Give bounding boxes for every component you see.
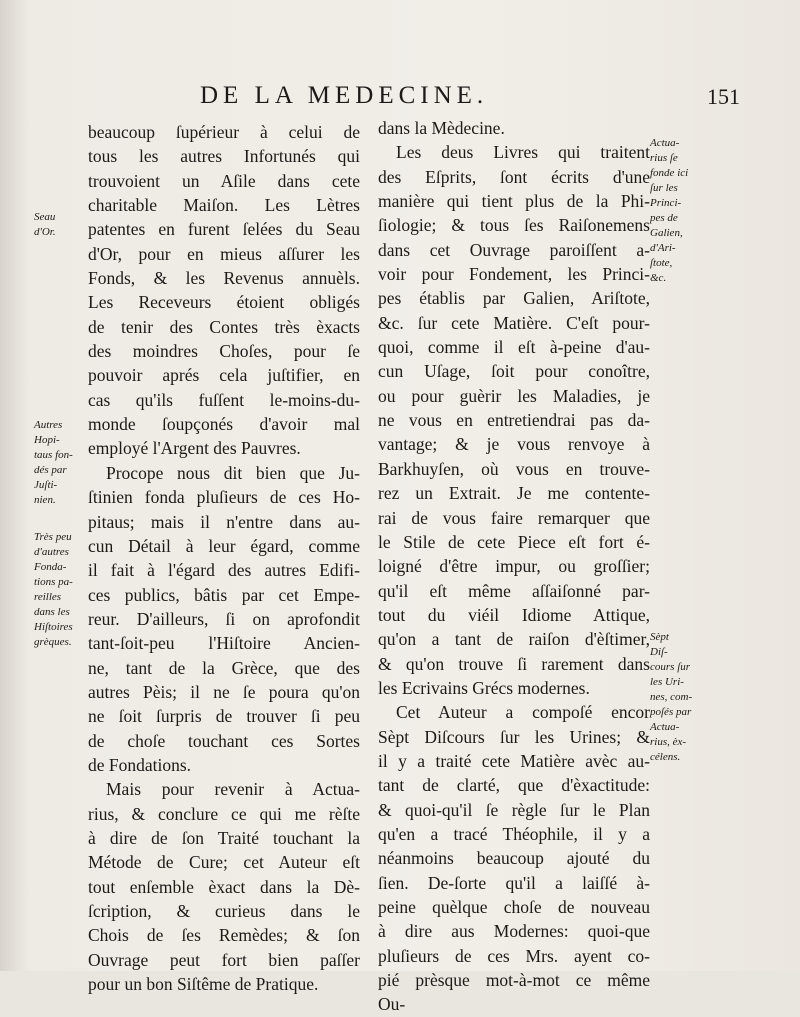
margin-note-seau-dor bbox=[34, 210, 88, 240]
margin-note-line: dans les bbox=[34, 606, 70, 618]
text-line: & qu'on trouve ſi rarement dans bbox=[378, 653, 650, 674]
text-line: pes établis par Galien, Ariſtote, bbox=[378, 288, 650, 309]
margin-note-line: ſur les bbox=[650, 182, 678, 194]
text-line: d'Or, pour en mieus aſſurer les bbox=[88, 243, 360, 264]
margin-note-sept-discours bbox=[650, 630, 712, 765]
text-line: qu'en a tracé Théophile, il y a bbox=[378, 823, 650, 844]
text-line: Les Receveurs étoient obligés bbox=[88, 292, 360, 313]
margin-note-line: Actua- bbox=[650, 721, 680, 733]
margin-note-line: célens. bbox=[650, 751, 681, 763]
margin-note-line: nien. bbox=[34, 494, 56, 506]
text-line: ſtinien fonda pluſieurs de ces Ho- bbox=[88, 487, 360, 508]
margin-note-line: reilles bbox=[34, 591, 62, 603]
text-line: Ou- bbox=[378, 994, 406, 1015]
text-line: il fait à l'égard des autres Edifi- bbox=[88, 560, 360, 581]
margin-note-line: d'autres bbox=[34, 546, 69, 558]
text-line: ne, tant de la Grèce, que des bbox=[88, 657, 360, 678]
text-line: Cet Auteur a compoſé encor bbox=[396, 702, 650, 723]
text-line: monde ſoupçonés d'avoir mal bbox=[88, 414, 360, 435]
text-line: Barkhuyſen, où vous en trouve- bbox=[378, 458, 650, 479]
text-line: &c. ſur cete Matière. C'eſt pour- bbox=[378, 312, 650, 333]
margin-note-line: taus fon- bbox=[34, 449, 73, 461]
text-line: Mais pour revenir à Actua- bbox=[106, 779, 360, 800]
margin-note-line: Diſ- bbox=[650, 646, 668, 658]
text-line: pitaus; mais il n'entre dans au- bbox=[88, 511, 360, 532]
text-line: voir pour Fondement, les Princi- bbox=[378, 264, 650, 285]
margin-note-line: grèques. bbox=[34, 636, 72, 648]
margin-note-line: Fonda- bbox=[34, 561, 67, 573]
text-line: Procope nous dit bien que Ju- bbox=[106, 462, 360, 483]
text-line: ne ſoit ſurpris de trouver ſi peu bbox=[88, 706, 360, 727]
margin-note-line: Très peu bbox=[34, 531, 72, 543]
margin-note-line: Seau bbox=[34, 211, 56, 223]
text-line: le Stile de cete Piece eſt fort é- bbox=[378, 531, 650, 552]
text-line: les Ecrivains Grécs modernes. bbox=[378, 677, 590, 698]
margin-note-line: dés par bbox=[34, 464, 67, 476]
margin-note-line: ſtote, bbox=[650, 257, 673, 269]
text-line: rez un Extrait. Je me contente- bbox=[378, 483, 650, 504]
text-line: Fonds, & les Revenus annuèls. bbox=[88, 268, 360, 289]
text-line: des moindres Choſes, pour ſe bbox=[88, 341, 360, 362]
running-title: DE LA MEDECINE. bbox=[200, 82, 489, 109]
text-line: rai de vous faire remarquer que bbox=[378, 507, 650, 528]
margin-note-line: poſés par bbox=[650, 706, 692, 718]
margin-note-line: Galien, bbox=[650, 227, 683, 239]
text-line: charitable Maiſon. Les Lètres bbox=[88, 195, 360, 216]
margin-note-line: d'Ari- bbox=[650, 242, 676, 254]
text-line: néanmoins beaucoup ajouté du bbox=[378, 848, 650, 869]
margin-note-line: pes de bbox=[650, 212, 678, 224]
margin-note-line: Autres bbox=[34, 419, 63, 431]
text-line: ſcription, & curieus dans le bbox=[88, 901, 360, 921]
text-line: tant-ſoit-peu l'Hiſtoire Ancien- bbox=[88, 633, 360, 654]
margin-note-line: les Uri- bbox=[650, 676, 684, 688]
text-line: pouvoir aprés cela juſtifier, en bbox=[88, 365, 360, 386]
margin-note-line: d'Or. bbox=[34, 226, 56, 238]
text-line: dans la Mèdecine. bbox=[378, 118, 505, 138]
margin-note-line: rius ſe bbox=[650, 152, 678, 164]
text-line: quoi, comme il eſt à-peine d'au- bbox=[378, 337, 650, 358]
margin-note-line: nes, com- bbox=[650, 691, 693, 703]
text-line: pour un bon Siſtême de Pratique. bbox=[88, 974, 319, 995]
text-line: Métode de Cure; cet Auteur eſt bbox=[88, 852, 360, 873]
text-line: pluſieurs de ces Mrs. ayent co- bbox=[378, 945, 650, 966]
text-line: de tenir des Contes très èxacts bbox=[88, 316, 360, 337]
text-line: cas qu'ils fuſſent le-moins-du- bbox=[88, 389, 360, 410]
text-line: vantage; & je vous renvoye à bbox=[378, 434, 650, 455]
text-line: il y a traité cete Matière avèc au- bbox=[378, 750, 650, 771]
text-line: ſien. De-ſorte qu'il a laiſſé à- bbox=[378, 872, 650, 893]
margin-note-actuarius-galien bbox=[650, 136, 712, 286]
text-line: dans cet Ouvrage paroiſſent a- bbox=[378, 239, 650, 260]
text-line: ces publics, bâtis par cet Empe- bbox=[88, 584, 360, 605]
text-line: pié prèsque mot-à-mot ce même bbox=[378, 970, 650, 991]
text-line: ne vous en entretiendrai pas da- bbox=[378, 410, 650, 431]
text-line: autres Pèis; il ne ſe poura qu'on bbox=[88, 681, 360, 702]
text-line: patentes en furent ſelées du Seau bbox=[88, 219, 360, 240]
text-line: à dire de ſon Traité touchant la bbox=[88, 827, 360, 848]
text-line: tous les autres Infortunés qui bbox=[88, 146, 360, 167]
margin-note-line: Actua- bbox=[650, 137, 680, 149]
margin-note-line: Princi- bbox=[650, 197, 682, 209]
text-line: qu'il eſt même aſſaiſonné par- bbox=[378, 580, 650, 601]
text-line: Sèpt Diſcours ſur les Urines; & bbox=[378, 726, 650, 747]
text-line: employé l'Argent des Pauvres. bbox=[88, 438, 301, 459]
text-line: manière qui tient plus de la Phi- bbox=[378, 191, 650, 212]
text-line: Les deus Livres qui traitent bbox=[396, 142, 650, 163]
text-line: beaucoup ſupérieur à celui de bbox=[88, 122, 360, 142]
margin-note-line: Juſti- bbox=[34, 479, 58, 491]
text-line: Chois de ſes Remèdes; & ſon bbox=[88, 925, 360, 946]
text-line: à dire aus Modernes: quoi-que bbox=[378, 921, 650, 942]
right-text-column bbox=[378, 116, 650, 1017]
text-line: & quoi-qu'il ſe règle ſur le Plan bbox=[378, 799, 650, 820]
text-line: tout du viéil Idiome Attique, bbox=[378, 604, 650, 625]
text-line: tant de clarté, que d'èxactitude: bbox=[378, 775, 650, 796]
margin-note-line: Hopi- bbox=[34, 434, 60, 446]
text-line: peine quèlque choſe de nouveau bbox=[378, 897, 650, 917]
margin-note-line: Hiſtoires bbox=[34, 621, 73, 633]
text-line: de choſe touchant ces Sortes bbox=[88, 730, 360, 751]
text-line: qu'on a tant de raiſon d'èſtimer, bbox=[378, 629, 650, 650]
running-header bbox=[200, 82, 740, 116]
text-line: ſiologie; & tous ſes Raiſonemens bbox=[378, 215, 650, 236]
margin-note-line: cours ſur bbox=[650, 661, 691, 673]
margin-note-line: &c. bbox=[650, 272, 667, 284]
text-line: reur. D'ailleurs, ſi on aprofondit bbox=[88, 608, 360, 629]
left-text-column bbox=[88, 120, 360, 996]
text-line: cun Détail à leur égard, comme bbox=[88, 535, 360, 556]
margin-note-tres-peu-fondations bbox=[34, 530, 88, 650]
text-line: des Eſprits, ſont écrits d'une bbox=[378, 166, 650, 187]
margin-note-line: rius, èx- bbox=[650, 736, 687, 748]
text-line: de Fondations. bbox=[88, 754, 192, 775]
text-line: ou pour guèrir les Maladies, je bbox=[378, 385, 650, 406]
margin-note-autres-hopitaus bbox=[34, 418, 88, 508]
margin-note-line: Sèpt bbox=[650, 631, 669, 643]
margin-note-line: fonde ici bbox=[650, 167, 689, 179]
text-line: trouvoient un Aſile dans cete bbox=[88, 170, 360, 191]
text-line: rius, & conclure ce qui me rèſte bbox=[88, 803, 360, 824]
text-line: tout enſemble èxact dans la Dè- bbox=[88, 876, 360, 897]
text-line: Ouvrage peut fort bien paſſer bbox=[88, 949, 360, 970]
text-line: cun Uſage, ſoit pour conoître, bbox=[378, 361, 650, 382]
text-line: loigné d'être impur, ou groſſier; bbox=[378, 556, 650, 577]
page-number: 151 bbox=[707, 84, 740, 109]
margin-note-line: tions pa- bbox=[34, 576, 73, 588]
